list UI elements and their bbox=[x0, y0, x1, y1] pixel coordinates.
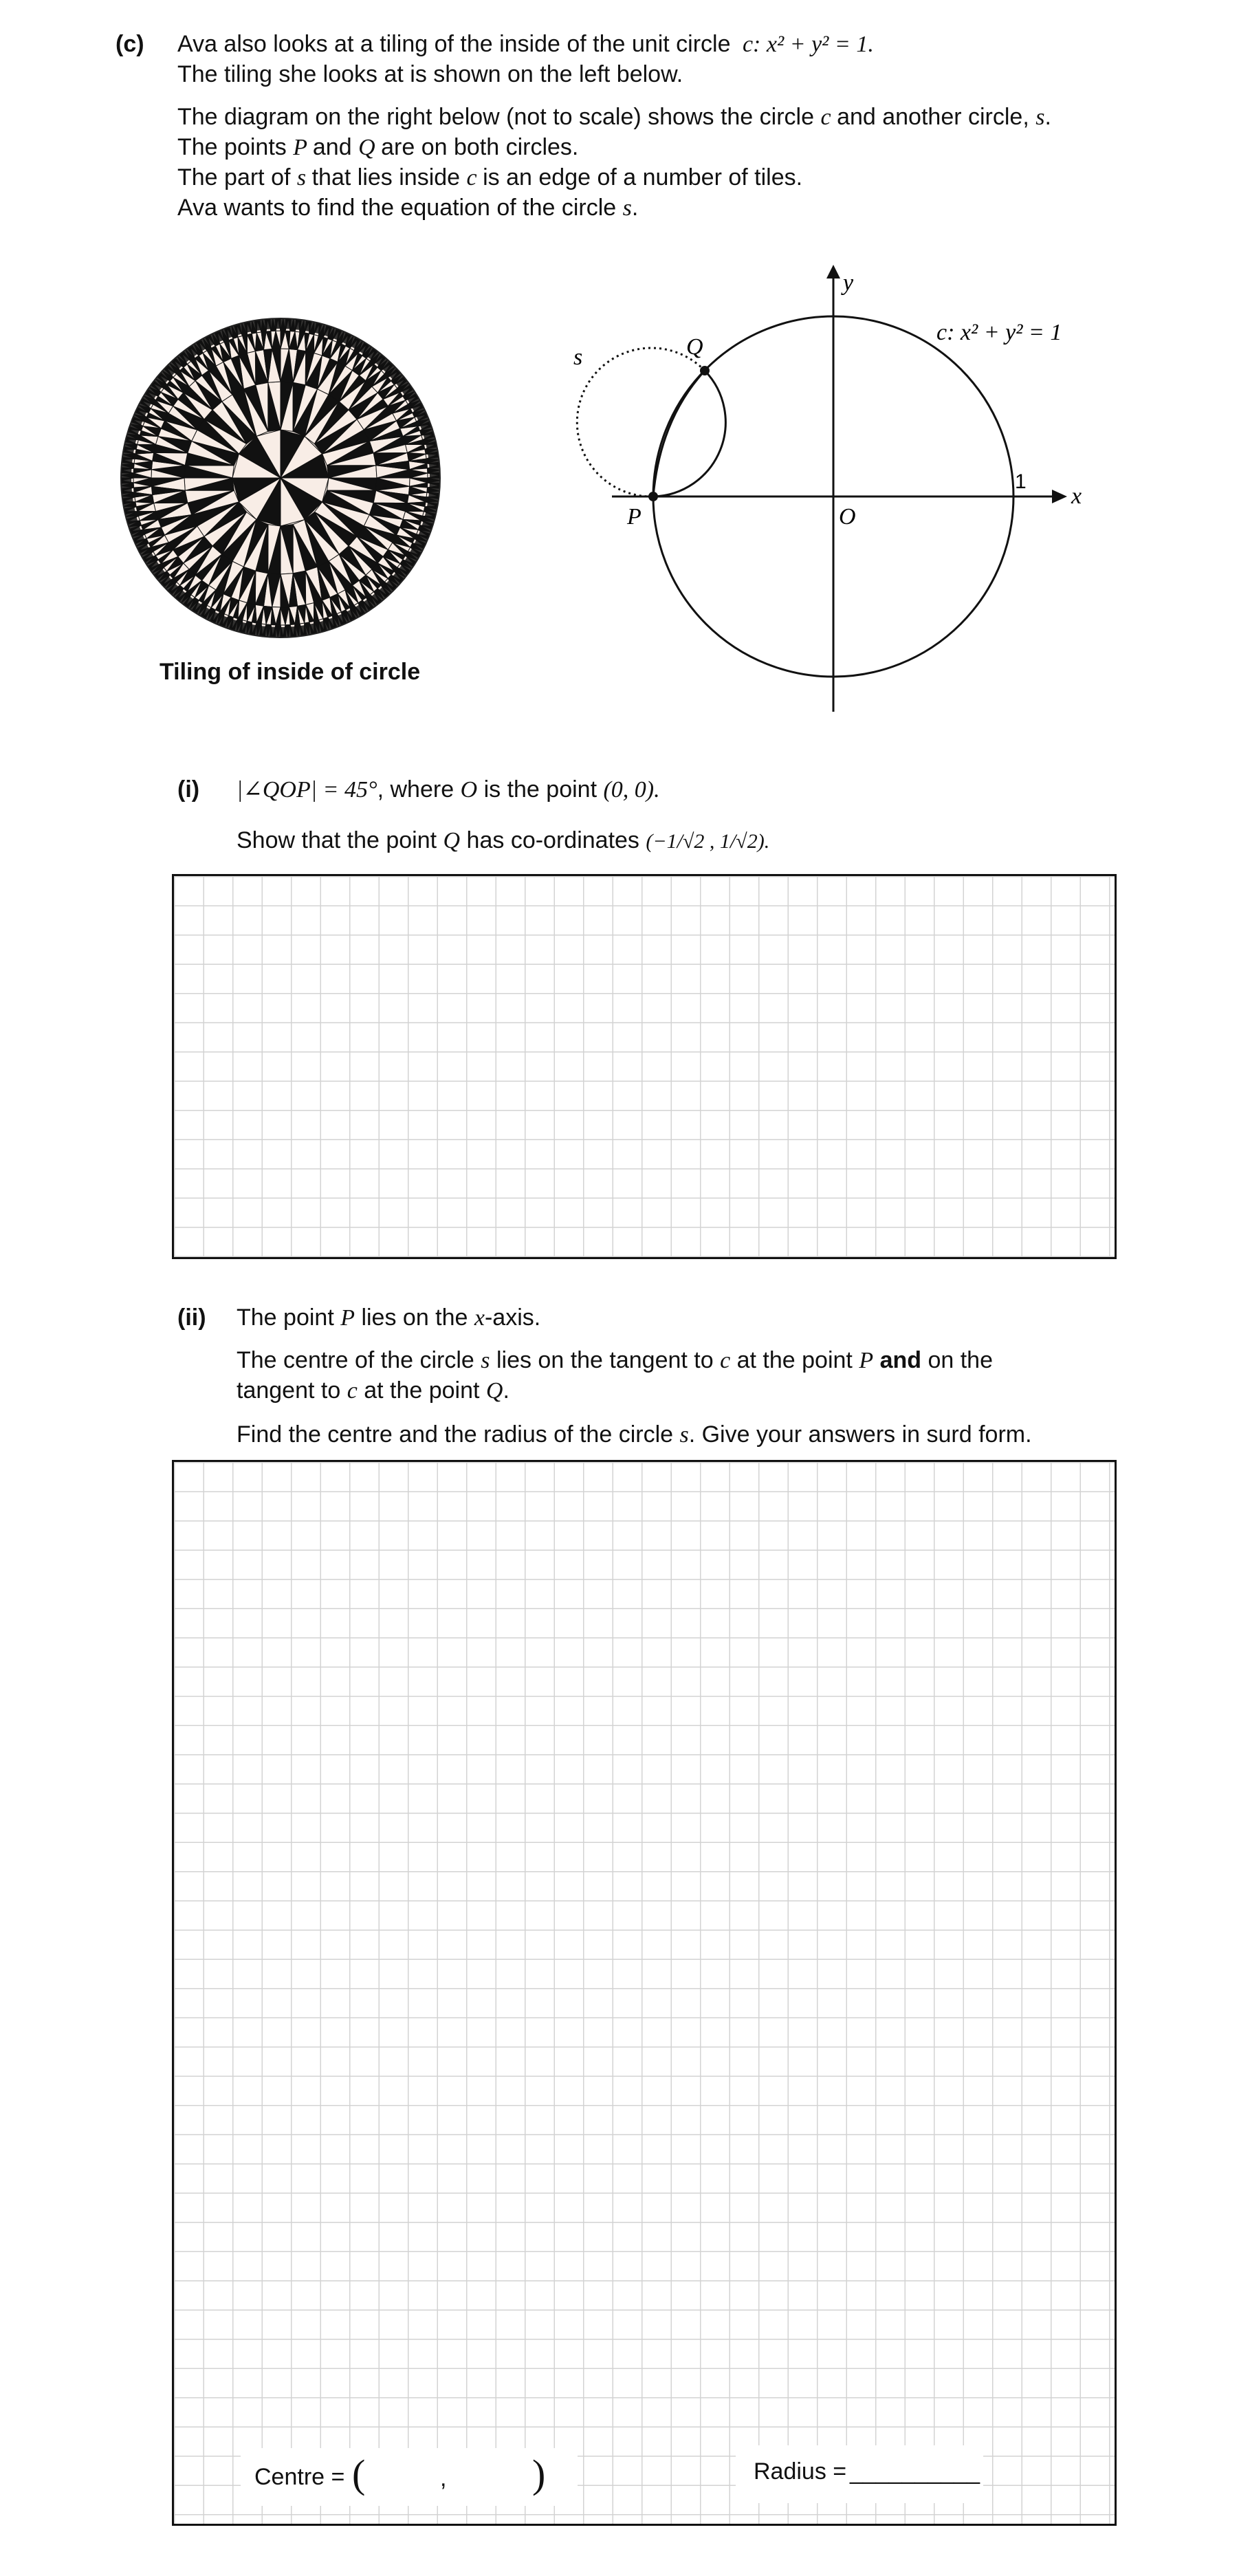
part-c-text-5a: The part of bbox=[177, 164, 291, 190]
var-s4: s bbox=[481, 1348, 490, 1373]
label-Q: Q bbox=[686, 334, 703, 360]
part-i-text-1d: is the point bbox=[477, 776, 604, 803]
tiling-caption: Tiling of inside of circle bbox=[160, 659, 421, 685]
label-c-equation: c: x² + y² = 1 bbox=[936, 320, 1062, 345]
part-ii-label: (ii) bbox=[177, 1305, 206, 1331]
part-ii-text-1a: The point bbox=[237, 1305, 341, 1331]
circle-diagram bbox=[550, 261, 1169, 729]
part-c-line-4 bbox=[177, 132, 578, 163]
circle-equation: c: x² + y² = 1. bbox=[742, 32, 874, 57]
part-c-text-3b: and another circle, bbox=[837, 104, 1029, 130]
var-P: P bbox=[293, 135, 313, 160]
part-ii-text-1c: -axis. bbox=[484, 1305, 541, 1331]
part-c-label: (c) bbox=[116, 31, 144, 57]
label-y: y bbox=[843, 270, 854, 296]
part-ii-text-3a: tangent to bbox=[237, 1377, 347, 1404]
var-c2: c bbox=[466, 165, 483, 190]
var-s: s bbox=[1035, 105, 1045, 130]
x-axis-arrow bbox=[1052, 490, 1067, 503]
part-c-line-1 bbox=[177, 29, 874, 60]
part-ii-text-3d: . bbox=[503, 1377, 509, 1404]
var-s5: s bbox=[679, 1422, 689, 1448]
centre-label-text: Centre = bbox=[254, 2464, 345, 2490]
part-ii-text-2e: on the bbox=[921, 1347, 993, 1373]
part-ii-and: and bbox=[879, 1347, 922, 1373]
var-P2: P bbox=[340, 1305, 355, 1331]
radius-input[interactable]: __________ bbox=[850, 2458, 980, 2485]
var-Q3: Q bbox=[485, 1378, 503, 1404]
tiling-image bbox=[116, 313, 446, 643]
label-O: O bbox=[839, 504, 856, 530]
var-c: c bbox=[820, 105, 837, 130]
centre-close-paren: ) bbox=[532, 2452, 546, 2496]
var-c3: c bbox=[720, 1348, 731, 1373]
part-ii-line-4 bbox=[237, 1419, 1032, 1450]
var-P3: P bbox=[859, 1348, 874, 1373]
part-i-line-2 bbox=[237, 825, 769, 857]
part-ii-line-1 bbox=[237, 1302, 540, 1333]
part-i-text-2a: Show that the point bbox=[237, 827, 443, 853]
part-c-line-3: The diagram on the right below (not to scale) shows the circle c and another circle, s. bbox=[177, 104, 1051, 130]
origin-coord: (0, 0). bbox=[603, 777, 660, 803]
var-c4: c bbox=[347, 1378, 358, 1404]
label-one: 1 bbox=[1015, 470, 1027, 493]
edge-arc bbox=[653, 371, 705, 496]
part-i-label: (i) bbox=[177, 776, 200, 803]
part-ii-text-4b: . Give your answers in surd form. bbox=[688, 1421, 1032, 1448]
label-s: s bbox=[573, 345, 583, 370]
var-O: O bbox=[460, 777, 478, 803]
part-ii-text-4a: Find the centre and the radius of the circle bbox=[237, 1421, 680, 1448]
part-ii-text-2a: The centre of the circle bbox=[237, 1347, 481, 1373]
part-c-text-5b: that lies inside bbox=[311, 164, 461, 190]
centre-x-input[interactable] bbox=[377, 2456, 439, 2495]
circle-s-outside bbox=[577, 348, 705, 496]
centre-y-input[interactable] bbox=[457, 2456, 525, 2495]
part-i-text-2b: has co-ordinates bbox=[460, 827, 646, 853]
part-ii-text-2b: lies on the tangent to bbox=[490, 1347, 721, 1373]
point-P bbox=[648, 492, 658, 501]
part-c-text-4b: and bbox=[312, 134, 352, 160]
part-i-line-1 bbox=[237, 774, 660, 805]
label-x: x bbox=[1071, 483, 1082, 509]
var-s3: s bbox=[622, 195, 632, 221]
part-ii-text-3b: at the point bbox=[357, 1377, 486, 1404]
var-Q2: Q bbox=[443, 828, 461, 853]
angle-expression: |∠QOP| = 45° bbox=[237, 777, 377, 803]
part-c-line-6: Ava wants to find the equation of the circle s. bbox=[177, 195, 639, 221]
part-c-line-2: The tiling she looks at is shown on the left below. bbox=[177, 61, 683, 87]
part-ii-line-2 bbox=[237, 1345, 993, 1376]
answer-box-i[interactable] bbox=[172, 874, 1117, 1259]
part-ii-text-1b: lies on the bbox=[355, 1305, 474, 1331]
part-i-text-1b: , where bbox=[377, 776, 461, 803]
var-s2: s bbox=[296, 165, 312, 190]
y-axis-arrow bbox=[826, 265, 840, 279]
point-Q bbox=[700, 366, 710, 375]
part-c-text-4c: are on both circles. bbox=[381, 134, 579, 160]
part-c-text-1: Ava also looks at a tiling of the inside of the unit circle bbox=[177, 31, 731, 57]
part-c-line-5 bbox=[177, 162, 802, 193]
radius-label: Radius = bbox=[754, 2458, 847, 2485]
label-P: P bbox=[627, 504, 642, 530]
var-x: x bbox=[474, 1305, 485, 1331]
part-c-text-6: Ava wants to find the equation of the circle bbox=[177, 195, 617, 221]
part-c-text-5c: is an edge of a number of tiles. bbox=[483, 164, 803, 190]
q-coordinates: (−1/√2 , 1/√2). bbox=[646, 830, 770, 853]
answer-box-ii[interactable] bbox=[172, 1460, 1117, 2526]
part-c-text-4a: The points bbox=[177, 134, 287, 160]
part-ii-text-2d: at the point bbox=[730, 1347, 859, 1373]
centre-comma: , bbox=[440, 2465, 447, 2491]
part-c-text-3: The diagram on the right below (not to scale) shows the circle bbox=[177, 104, 815, 130]
centre-label bbox=[254, 2462, 344, 2492]
var-Q: Q bbox=[358, 135, 382, 160]
centre-open-paren: ( bbox=[352, 2452, 366, 2496]
part-ii-line-3 bbox=[237, 1375, 509, 1406]
